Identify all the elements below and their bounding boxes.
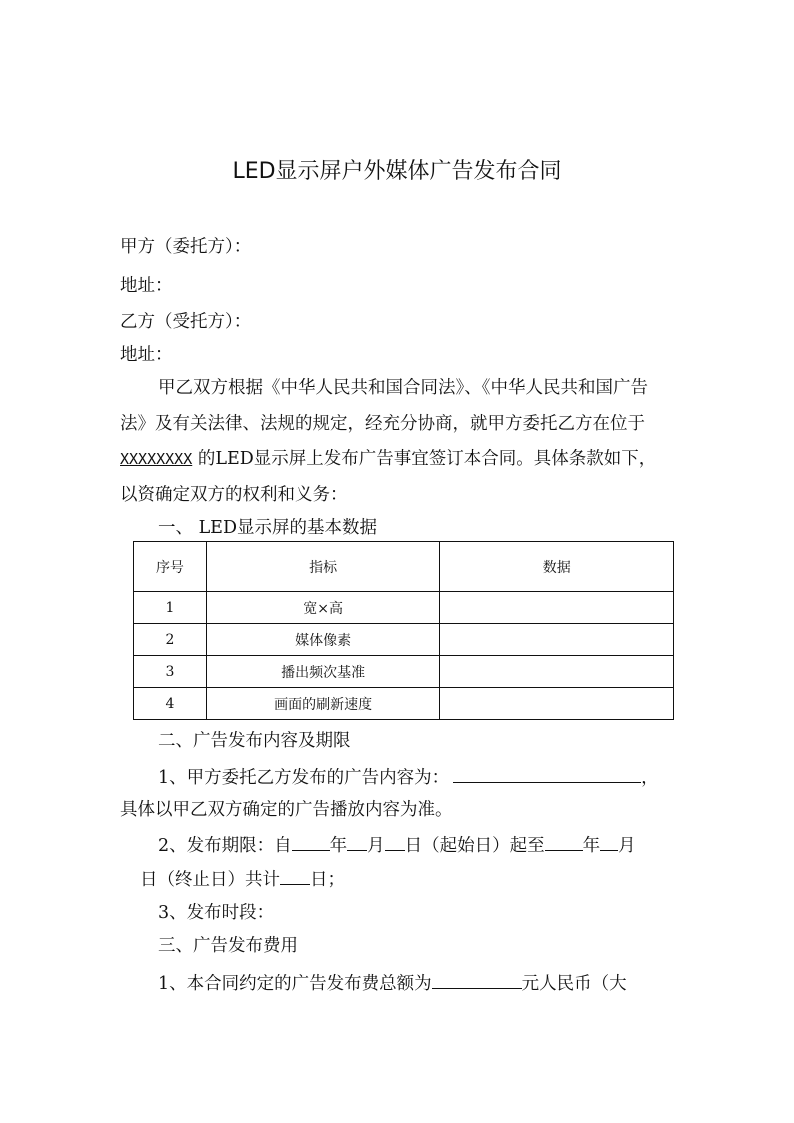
period-label: 2、发布期限：自 [158,836,292,856]
month-label: 月 [367,836,385,856]
s2-item-2 [158,834,636,856]
s2-item-1-cont: 具体以甲乙双方确定的广告播放内容为准。 [120,800,453,820]
row-data[interactable] [440,624,674,656]
address-a-label: 地址： [120,276,173,296]
ad-content-blank[interactable] [453,766,641,783]
total-days-blank[interactable] [280,868,310,885]
s2-item-2-cont [140,868,345,890]
s2-item-1 [158,766,659,788]
table-row [134,624,674,656]
intro-line-4: 以资确定双方的权利和义务： [120,485,348,505]
days-label: 日； [310,870,345,890]
intro-line-3-text: 的LED显示屏上发布广告事宜签订本合同。具体条款如下， [197,449,657,469]
fee-amount-blank[interactable] [432,972,522,989]
table-row [134,656,674,688]
s3-item-1 [158,972,627,994]
table-row [134,688,674,720]
header-data: 数据 [440,542,674,592]
start-month-blank[interactable] [347,834,367,851]
row-data[interactable] [440,688,674,720]
row-index: 4 [134,688,207,720]
end-month-blank[interactable] [600,834,618,851]
led-spec-table [133,541,674,720]
year-label: 年 [329,836,348,856]
intro-line-2: 法》及有关法律、法规的规定，经充分协商，就甲方委托乙方在位于 [120,414,645,434]
row-data[interactable] [440,592,674,624]
table-row [134,592,674,624]
location-placeholder: XXXXXXXX [120,450,193,468]
intro-line-3 [120,449,656,469]
row-metric: 画面的刷新速度 [206,688,440,720]
section-2-heading: 二、广告发布内容及期限 [158,731,351,751]
row-index: 3 [134,656,207,688]
table-header-row [134,542,674,592]
document-title: LED显示屏户外媒体广告发布合同 [232,159,562,184]
month-label: 月 [618,836,636,856]
start-day-blank[interactable] [385,834,405,851]
row-index: 1 [134,592,207,624]
address-b-label: 地址： [120,345,173,365]
comma: ， [641,768,659,788]
row-metric: 播出频次基准 [206,656,440,688]
s2-item-1-text: 1、甲方委托乙方发布的广告内容为： [158,768,450,788]
year-label: 年 [582,836,601,856]
start-day-label: 日（起始日）起至 [404,836,545,856]
section-1-heading: 一、 LED显示屏的基本数据 [158,518,377,538]
start-year-blank[interactable] [292,834,330,851]
row-index: 2 [134,624,207,656]
row-metric: 媒体像素 [206,624,440,656]
currency-label: 元人民币（大 [521,974,627,994]
row-metric: 宽×高 [206,592,440,624]
section-3-heading: 三、广告发布费用 [158,936,298,956]
row-data[interactable] [440,656,674,688]
s2-item-3: 3、发布时段： [158,903,275,923]
party-b-label: 乙方（受托方）： [120,312,252,332]
end-day-label: 日（终止日）共计 [140,870,280,890]
fee-label: 1、本合同约定的广告发布费总额为 [158,974,432,994]
header-index: 序号 [134,542,207,592]
header-metric: 指标 [206,542,440,592]
intro-line-1: 甲乙双方根据《中华人民共和国合同法》、《中华人民共和国广告 [158,378,648,398]
end-year-blank[interactable] [545,834,583,851]
party-a-label: 甲方（委托方）： [120,237,252,257]
